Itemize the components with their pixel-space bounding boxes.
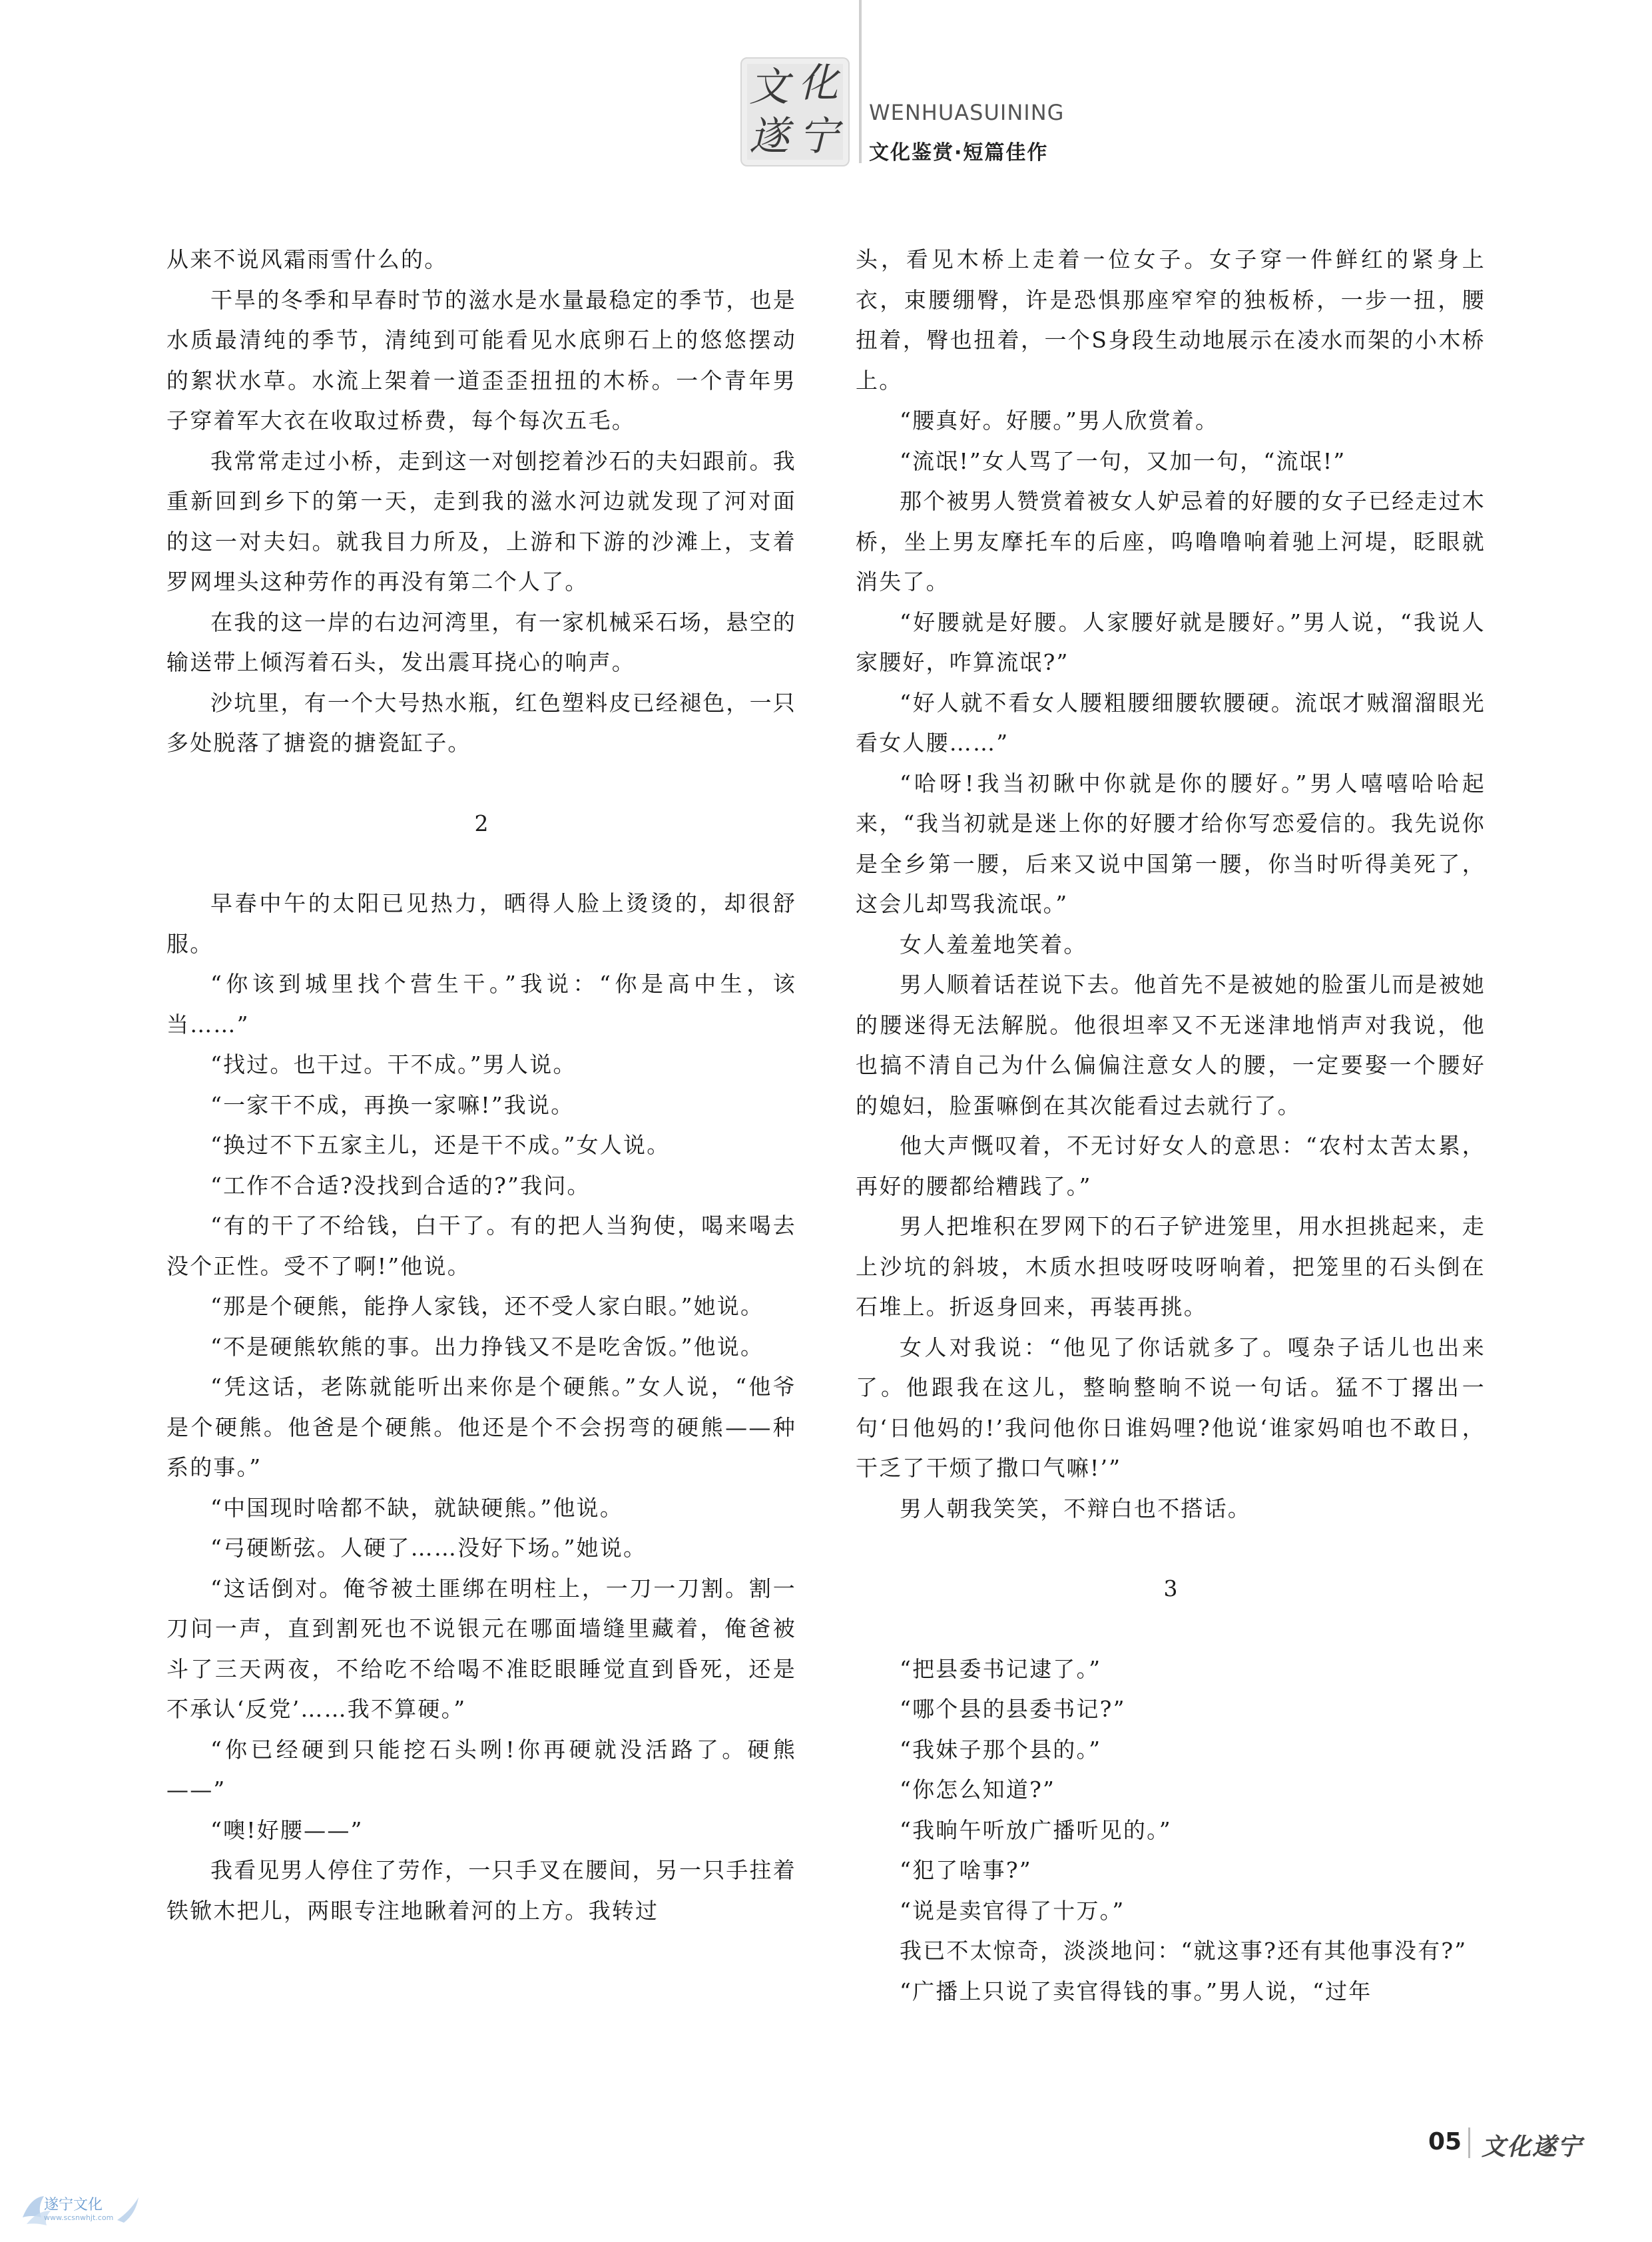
paragraph: 女人羞羞地笑着。: [900, 931, 1087, 958]
watermark-url: www.scsnwhjt.com: [44, 2213, 114, 2222]
paragraph: “中国现时啥都不缺，就缺硬熊。”他说。: [210, 1494, 624, 1521]
right-bottom-paragraphs: [856, 1649, 1486, 2012]
logo-char: 宁: [798, 113, 838, 160]
paragraph: “换过不下五家主儿，还是干不成。”女人说。: [210, 1132, 671, 1158]
left-column: [166, 240, 796, 1931]
paragraph: “噢!好腰——”: [210, 1817, 364, 1843]
right-column: [856, 240, 1486, 2012]
page-number: 05: [1428, 2128, 1462, 2155]
section-number: 3: [1163, 1575, 1178, 1601]
footer-brand: 文化遂宁: [1482, 2133, 1583, 2161]
paragraph: “一家干不成，再换一家嘛!”我说。: [210, 1091, 575, 1118]
paragraph: “哪个县的县委书记?”: [900, 1696, 1126, 1722]
left-bottom-paragraphs: [166, 884, 796, 1931]
paragraph: 我常常走过小桥，走到这一对刨挖着沙石的夫妇跟前。我重新回到乡下的第一天，走到我的滋水河边就发现了河对面的这一对夫妇。就我目力所及，上游和下游的沙滩上，支着罗网埋头这种劳作的再没有第二个人了。: [166, 447, 796, 595]
watermark-text: 遂宁文化: [44, 2197, 103, 2213]
paragraph: “我晌午听放广播听见的。”: [900, 1817, 1172, 1843]
paragraph: 男人把堆积在罗网下的石子铲进笼里，用水担挑起来，走上沙坑的斜坡，木质水担吱呀吱呀响着，把笼里的石头倒在石堆上。折返身回来，再装再挑。: [856, 1213, 1486, 1320]
section-number: 2: [474, 810, 489, 836]
right-top-paragraphs: [856, 240, 1486, 1529]
paragraph: 男人朝我笑笑，不辩白也不搭话。: [900, 1495, 1251, 1522]
paragraph: 我已不太惊奇，淡淡地问：“就这事?还有其他事没有?”: [900, 1938, 1468, 1964]
logo-char: 遂: [749, 113, 789, 160]
logo-char: 文: [749, 64, 789, 111]
section-title: 文化鉴赏·短篇佳作: [869, 141, 1049, 164]
paragraph: 女人对我说：“他见了你话就多了。嘎杂子话儿也出来了。他跟我在这儿，整晌整晌不说一句话。猛不丁撂出一句‘日他妈的!’我问他你日谁妈哩?他说‘谁家妈咱也不敢日，干乏了干烦了撒口气嘛!’”: [856, 1334, 1486, 1481]
left-top-paragraphs: [166, 240, 796, 764]
paragraph: “广播上只说了卖官得钱的事。”男人说，“过年: [900, 1978, 1372, 2004]
paragraph: “流氓!”女人骂了一句，又加一句，“流氓!”: [900, 447, 1346, 474]
paragraph: “你已经硬到只能挖石头咧!你再硬就没活路了。硬熊——”: [166, 1736, 796, 1803]
logo-char: 化: [798, 60, 838, 107]
header-divider: [859, 0, 862, 163]
paragraph: “犯了啥事?”: [900, 1857, 1032, 1883]
paragraph: 男人顺着话茬说下去。他首先不是被她的脸蛋儿而是被她的腰迷得无法解脱。他很坦率又不无迷津地悄声对我说，他也搞不清自己为什么偏偏注意女人的腰，一定要娶一个腰好的媳妇，脸蛋嘛倒在其次能看过去就行了。: [856, 972, 1486, 1119]
paragraph: 早春中午的太阳已见热力，晒得人脸上烫烫的，却很舒服。: [166, 890, 796, 957]
paragraph: “好人就不看女人腰粗腰细腰软腰硬。流氓才贼溜溜眼光看女人腰……”: [856, 689, 1486, 756]
paragraph: “弓硬断弦。人硬了……没好下场。”她说。: [210, 1535, 647, 1561]
paragraph: “找过。也干过。干不成。”男人说。: [210, 1051, 577, 1077]
paragraph: “说是卖官得了十万。”: [900, 1897, 1125, 1924]
paragraph: “不是硬熊软熊的事。出力挣钱又不是吃舍饭。”他说。: [210, 1333, 764, 1360]
brand-english: WENHUASUINING: [869, 100, 1065, 125]
footer-divider: [1468, 2127, 1470, 2158]
paragraph: “你怎么知道?”: [900, 1777, 1056, 1803]
magazine-logo-seal: [740, 57, 850, 166]
paragraph: 沙坑里，有一个大号热水瓶，红色塑料皮已经褪色，一只多处脱落了搪瓷的搪瓷缸子。: [166, 689, 796, 756]
paragraph: “你该到城里找个营生干。”我说：“你是高中生，该当……”: [166, 971, 796, 1037]
paragraph: “工作不合适?没找到合适的?”我问。: [210, 1172, 591, 1199]
paragraph: “哈呀!我当初瞅中你就是你的腰好。”男人嘻嘻哈哈起来，“我当初就是迷上你的好腰才给你写恋爱信的。我先说你是全乡第一腰，后来又说中国第一腰，你当时听得美死了，这会儿却骂我流氓。”: [856, 770, 1486, 917]
paragraph: 他大声慨叹着，不无讨好女人的意思：“农村太苦太累，再好的腰都给糟践了。”: [856, 1133, 1486, 1199]
paragraph: “这话倒对。俺爷被土匪绑在明柱上，一刀一刀割。割一刀问一声，直到割死也不说银元在哪面墙缝里藏着，俺爸被斗了三天两夜，不给吃不给喝不准眨眼睡觉直到昏死，还是不承认‘反党’……我不算硬。”: [166, 1575, 796, 1722]
paragraph: “我妹子那个县的。”: [900, 1736, 1102, 1763]
paragraph: 头，看见木桥上走着一位女子。女子穿一件鲜红的紧身上衣，束腰绷臀，许是恐惧那座窄窄的独板桥，一步一扭，腰扭着，臀也扭着，一个S身段生动地展示在凌水而架的小木桥上。: [856, 246, 1486, 394]
paragraph: “有的干了不给钱，白干了。有的把人当狗使，喝来喝去没个正性。受不了啊!”他说。: [166, 1213, 796, 1279]
paragraph: 从来不说风霜雨雪什么的。: [166, 246, 448, 272]
paragraph: 那个被男人赞赏着被女人妒忌着的好腰的女子已经走过木桥，坐上男友摩托车的后座，呜噜噜响着驰上河堤，眨眼就消失了。: [856, 488, 1486, 595]
paragraph: “好腰就是好腰。人家腰好就是腰好。”男人说，“我说人家腰好，咋算流氓?”: [856, 609, 1486, 675]
paragraph: “腰真好。好腰。”男人欣赏着。: [900, 408, 1219, 433]
paragraph: “把县委书记逮了。”: [900, 1655, 1102, 1682]
paragraph: 我看见男人停住了劳作，一只手叉在腰间，另一只手拄着铁锨木把儿，两眼专注地瞅着河的上方。我转过: [166, 1857, 796, 1924]
paragraph: “那是个硬熊，能挣人家钱，还不受人家白眼。”她说。: [210, 1293, 764, 1319]
paragraph: 在我的这一岸的右边河湾里，有一家机械采石场，悬空的输送带上倾泻着石头，发出震耳挠心的响声。: [166, 609, 796, 675]
paragraph: 干旱的冬季和早春时节的滋水是水量最稳定的季节，也是水质最清纯的季节，清纯到可能看见水底卵石上的悠悠摆动的絮状水草。水流上架着一道歪歪扭扭的木桥。一个青年男子穿着军大衣在收取过桥费，每个每次五毛。: [166, 286, 796, 433]
paragraph: “凭这话，老陈就能听出来你是个硬熊。”女人说，“他爷是个硬熊。他爸是个硬熊。他还是个不会拐弯的硬熊——种系的事。”: [166, 1374, 796, 1480]
